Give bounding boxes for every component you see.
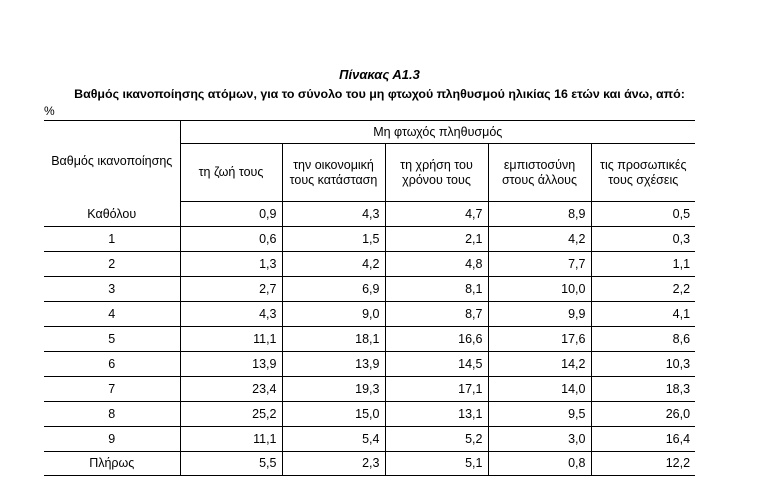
table-cell: 17,6: [488, 327, 591, 352]
table-cell: 23,4: [180, 377, 282, 402]
stub-header: Βαθμός ικανοποίησης: [44, 121, 180, 202]
row-label: 7: [44, 377, 180, 402]
table-cell: 4,3: [180, 302, 282, 327]
table-cell: 13,9: [180, 352, 282, 377]
column-header: τις προσωπικές τους σχέσεις: [591, 144, 695, 202]
table-row: [44, 227, 695, 252]
table-cell: 0,6: [180, 227, 282, 252]
table-cell: 2,1: [385, 227, 488, 252]
table-cell: 9,0: [282, 302, 385, 327]
table-cell: 26,0: [591, 402, 695, 427]
table-cell: 12,2: [591, 452, 695, 476]
row-label: 1: [44, 227, 180, 252]
table-cell: 14,5: [385, 352, 488, 377]
row-label: Πλήρως: [44, 452, 180, 476]
table-cell: 18,1: [282, 327, 385, 352]
table-row: [44, 427, 695, 452]
row-label: 8: [44, 402, 180, 427]
table-cell: 4,1: [591, 302, 695, 327]
row-label: 2: [44, 252, 180, 277]
table-cell: 8,6: [591, 327, 695, 352]
table-cell: 0,5: [591, 202, 695, 227]
table-row: [44, 452, 695, 476]
table-cell: 3,0: [488, 427, 591, 452]
table-cell: 1,1: [591, 252, 695, 277]
table-cell: 11,1: [180, 327, 282, 352]
table-cell: 5,4: [282, 427, 385, 452]
table-title: Πίνακας Α1.3: [339, 67, 420, 82]
table-row: [44, 352, 695, 377]
table-cell: 13,9: [282, 352, 385, 377]
table-row: [44, 327, 695, 352]
column-header: εμπιστοσύνη στους άλλους: [488, 144, 591, 202]
row-label: 5: [44, 327, 180, 352]
table-cell: 2,7: [180, 277, 282, 302]
table-cell: 10,3: [591, 352, 695, 377]
table-cell: 15,0: [282, 402, 385, 427]
table-row: [44, 302, 695, 327]
row-label: 3: [44, 277, 180, 302]
table-cell: 14,2: [488, 352, 591, 377]
table-row: [44, 377, 695, 402]
table-cell: 8,7: [385, 302, 488, 327]
unit-label: %: [44, 104, 55, 118]
table-cell: 4,8: [385, 252, 488, 277]
row-label: 6: [44, 352, 180, 377]
table-cell: 1,5: [282, 227, 385, 252]
table-cell: 0,3: [591, 227, 695, 252]
column-header: τη χρήση του χρόνου τους: [385, 144, 488, 202]
table-cell: 4,3: [282, 202, 385, 227]
table-cell: 25,2: [180, 402, 282, 427]
table-subtitle: Βαθμός ικανοποίησης ατόμων, για το σύνολο του μη φτωχού πληθυσμού ηλικίας 16 ετών και άνω, από:: [74, 87, 685, 101]
table-cell: 17,1: [385, 377, 488, 402]
table-cell: 9,9: [488, 302, 591, 327]
row-label: 4: [44, 302, 180, 327]
table-cell: 6,9: [282, 277, 385, 302]
table-cell: 4,7: [385, 202, 488, 227]
table-cell: 16,6: [385, 327, 488, 352]
table-cell: 4,2: [488, 227, 591, 252]
row-label: 9: [44, 427, 180, 452]
table-cell: 5,2: [385, 427, 488, 452]
table-cell: 9,5: [488, 402, 591, 427]
table-cell: 8,1: [385, 277, 488, 302]
table-cell: 2,3: [282, 452, 385, 476]
satisfaction-table: [44, 120, 695, 476]
table-cell: 0,8: [488, 452, 591, 476]
table-cell: 13,1: [385, 402, 488, 427]
table-cell: 16,4: [591, 427, 695, 452]
table-cell: 18,3: [591, 377, 695, 402]
table-cell: 4,2: [282, 252, 385, 277]
table-cell: 7,7: [488, 252, 591, 277]
table-cell: 5,5: [180, 452, 282, 476]
table-row: [44, 402, 695, 427]
table-cell: 1,3: [180, 252, 282, 277]
table-row: [44, 202, 695, 227]
column-header: τη ζωή τους: [180, 144, 282, 202]
table-cell: 8,9: [488, 202, 591, 227]
group-header: Μη φτωχός πληθυσμός: [180, 121, 695, 144]
table-cell: 11,1: [180, 427, 282, 452]
table-cell: 2,2: [591, 277, 695, 302]
table-cell: 19,3: [282, 377, 385, 402]
column-header: την οικονομική τους κατάσταση: [282, 144, 385, 202]
table-row: [44, 277, 695, 302]
table-cell: 10,0: [488, 277, 591, 302]
table-row: [44, 252, 695, 277]
table-body: [44, 202, 695, 476]
table-cell: 14,0: [488, 377, 591, 402]
row-label: Καθόλου: [44, 202, 180, 227]
table-cell: 5,1: [385, 452, 488, 476]
table-cell: 0,9: [180, 202, 282, 227]
